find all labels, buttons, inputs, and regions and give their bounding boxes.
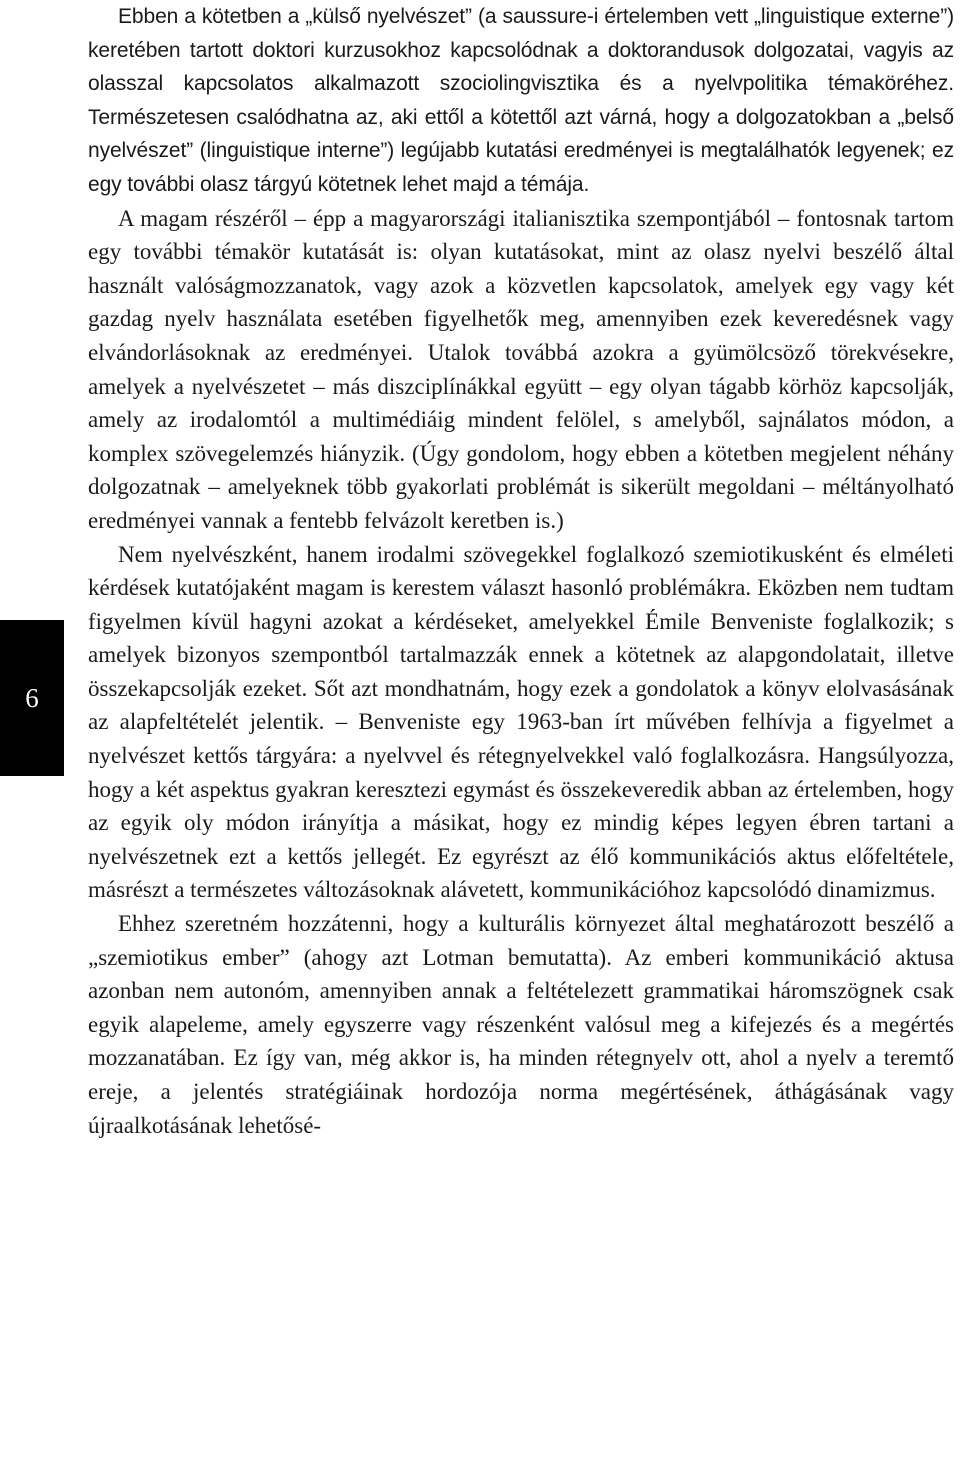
paragraph: Nem nyelvészként, hanem irodalmi szövegekkel foglalkozó szemiotikusként és elméleti kérdések kutatójaként magam is kerestem választ hasonló problémákra. Eközben nem tudtam figyelmen kívül hagyni azokat a kérdéseket, amelyekkel Émile Benveniste foglalkozik; s amelyek bizonyos szempontból tartalmazzák ennek a kötetnek az alapgondolatait, illetve összekapcsolják ezeket. Sőt azt mondhatnám, hogy ezek a gondolatok a könyv elolvasásának az alapfeltételét jelentik. – Benveniste egy 1963-ban írt művében felhívja a figyelmet a nyelvészet kettős tárgyára: a nyelvvel és rétegnyelvekkel való foglalkozásra. Hangsúlyozza, hogy a két aspektus gyakran keresztezi egymást és összekeveredik abban az értelemben, hogy az egyik oly módon irányítja a másikat, hogy ez mindig képes legyen ébren tartani a nyelvészetnek ezt a kettős jellegét. Ez egyrészt az élő kommunikációs aktus előfeltétele, másrészt a természetes változásoknak alávetett, kommunikációhoz kapcsolódó dinamizmus.: [88, 541, 954, 903]
page-number: 6: [25, 682, 39, 713]
paragraph: Ebben a kötetben a „külső nyelvészet” (a saussure-i értelemben vett „linguistique externe”) keretében tartott doktori kurzusokhoz kapcsolódnak a doktorandusok dolgozatai, vagyis az olasszal kapcsolatos alkalmazott szociolingvisztika és a nyelvpolitika témaköréhez. Természetesen csalódhatna az, aki ettől a kötettől azt várná, hogy a dolgozatokban a „belső nyelvészet” (linguistique interne”) legújabb kutatási eredményei is megtalálhatók legyenek; ez egy további olasz tárgyú kötetnek lehet majd a témája.: [88, 5, 954, 196]
page-number-tab: [0, 620, 64, 776]
paragraph: Ehhez szeretném hozzátenni, hogy a kulturális környezet által meghatározott beszélő a „szemiotikus ember” (ahogy azt Lotman bemutatta). Az emberi kommunikáció aktusa azonban nem autonóm, amennyiben annak a feltételezett grammatikai háromszögnek csak egyik alapeleme, amely egyszerre vagy részenként valósul meg a kifejezés és a megértés mozzanatában. Ez így van, még akkor is, ha minden rétegnyelv ott, ahol a nyelv a teremtő ereje, a jelentés stratégiáinak hordozója norma megértésének, áthágásának vagy újraalkotásának lehetősé-: [88, 911, 954, 1138]
paragraph: A magam részéről – épp a magyarországi italianisztika szempontjából – fontosnak tartom egy további témakör kutatását is: olyan kutatásokat, mint az olasz nyelvi beszélő által használt valóságmozzanatok, vagy azok a közvetlen kapcsolatok, amelyek egy vagy két gazdag nyelv használata esetében figyelhetők meg, amennyiben ezek keveredésnek vagy elvándorlásoknak az eredményei. Utalok továbbá azokra a gyümölcsöző törekvésekre, amelyek a nyelvészetet – más diszciplínákkal együtt – egy olyan tágabb körhöz kapcsolják, amely az irodalomtól a multimédiáig mindent felölel, s amelyből, sajnálatos módon, a komplex szövegelemzés hiányzik. (Úgy gondolom, hogy ebben a kötetben megjelent néhány dolgozatnak – amelyeknek több gyakorlati problémát is sikerült megoldani – méltányolható eredményei vannak a fentebb felvázolt keretben is.): [88, 205, 954, 533]
body-text: [88, 0, 954, 1142]
